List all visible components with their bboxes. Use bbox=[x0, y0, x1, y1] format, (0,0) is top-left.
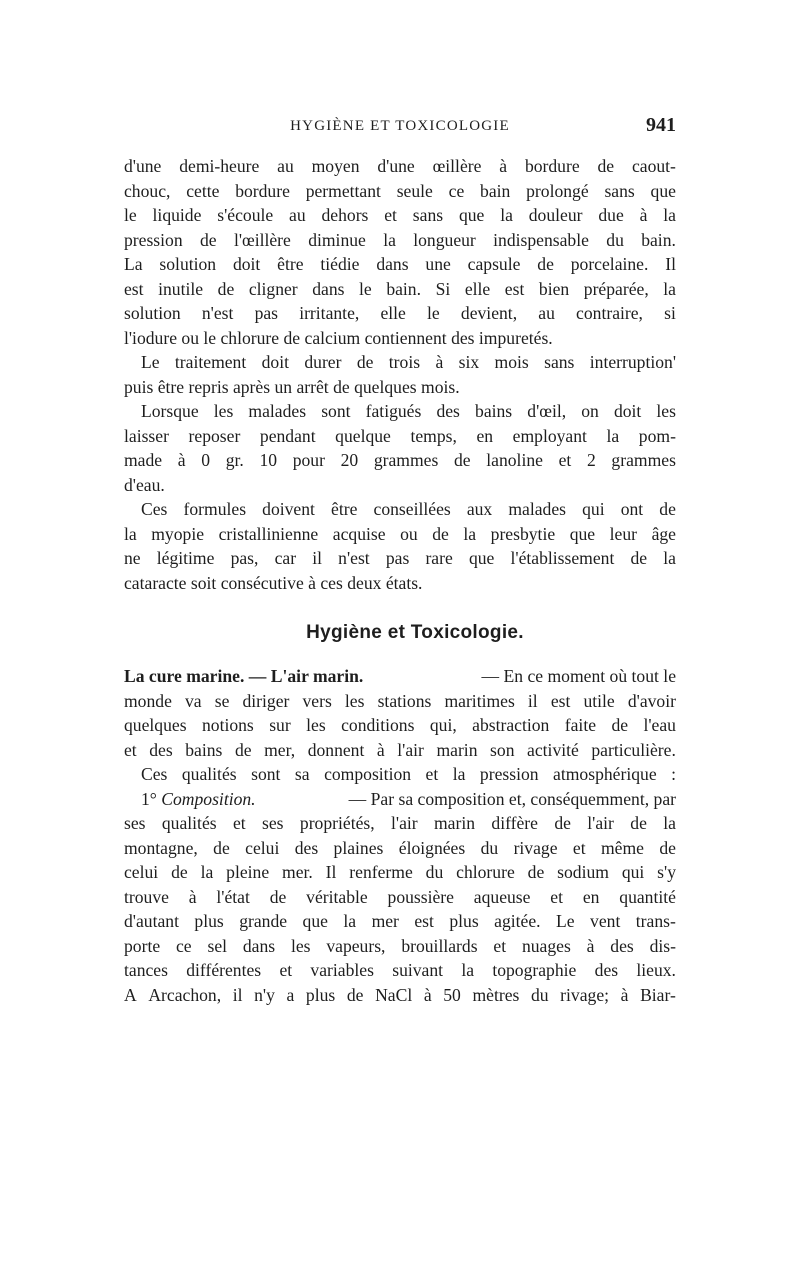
text-line: Ces formules doivent être conseillées aux malades qui ont de bbox=[141, 499, 676, 519]
text-line: le liquide s'écoule au dehors et sans que la douleur due à la bbox=[124, 205, 676, 225]
paragraph-sea-cure bbox=[124, 664, 676, 762]
text-line: laisser reposer pendant quelque temps, en employant la pom- bbox=[124, 425, 676, 446]
paragraph-rest bbox=[124, 399, 676, 497]
paragraph-qualities bbox=[124, 762, 676, 787]
page-header bbox=[124, 114, 676, 144]
text-line: et des bains de mer, donnent à l'air marin son activité particulière. bbox=[124, 739, 676, 760]
text-line: puis être repris après un arrêt de quelques mois. bbox=[124, 376, 460, 397]
text-line: Lorsque les malades sont fatigués des bains d'œil, on doit les bbox=[141, 401, 676, 421]
page-number: 941 bbox=[646, 114, 676, 136]
text-line: tances différentes et variables suivant la topographie des lieux. bbox=[124, 960, 676, 980]
text-line: Le traitement doit durer de trois à six mois sans interruption' bbox=[141, 352, 676, 372]
lead-title: La cure marine. — L'air marin. bbox=[124, 666, 364, 686]
paragraph-eye-bath bbox=[124, 154, 676, 350]
text-line: d'autant plus grande que la mer est plus agitée. Le vent trans- bbox=[124, 911, 676, 931]
text-line: ses qualités et ses propriétés, l'air marin diffère de l'air de la bbox=[124, 813, 676, 833]
text-line: celui de la pleine mer. Il renferme du chlorure de sodium qui s'y bbox=[124, 862, 676, 882]
text-line: pression de l'œillère diminue la longueur indispensable du bain. bbox=[124, 229, 676, 250]
section-heading: Hygiène et Toxicologie. bbox=[306, 622, 524, 643]
text-line: est inutile de cligner dans le bain. Si elle est bien préparée, la bbox=[124, 278, 676, 299]
text-line: cataracte soit consécutive à ces deux états. bbox=[124, 572, 423, 593]
paragraph-treatment-duration bbox=[124, 350, 676, 399]
text-line: La solution doit être tiédie dans une capsule de porcelaine. Il bbox=[124, 254, 676, 274]
text-line: Ces qualités sont sa composition et la pression atmosphérique : bbox=[141, 764, 676, 784]
text-line bbox=[124, 664, 676, 689]
text-line: l'iodure ou le chlorure de calcium contiennent des impuretés. bbox=[124, 327, 553, 348]
text-line: d'une demi-heure au moyen d'une œillère à bordure de caout- bbox=[124, 156, 676, 176]
text-line bbox=[124, 787, 676, 812]
text-line: montagne, de celui des plaines éloignées du rivage et même de bbox=[124, 837, 676, 858]
text-line: porte ce sel dans les vapeurs, brouillards et nuages à des dis- bbox=[124, 935, 676, 956]
paragraph-composition bbox=[124, 787, 676, 1008]
text-line: monde va se diriger vers les stations maritimes il est utile d'avoir bbox=[124, 690, 676, 711]
item-number: 1° Composition. bbox=[141, 788, 256, 809]
lead-rest: — En ce moment où tout le bbox=[481, 666, 676, 686]
text-line: ne légitime pas, car il n'est pas rare que l'établissement de la bbox=[124, 548, 676, 568]
text-line: solution n'est pas irritante, elle le devient, au contraire, si bbox=[124, 303, 676, 323]
text-line: quelques notions sur les conditions qui, abstraction faite de l'eau bbox=[124, 715, 676, 735]
item-label: Composition. bbox=[161, 788, 256, 809]
text-line: d'eau. bbox=[124, 474, 165, 495]
body-text bbox=[124, 154, 676, 1007]
text-line: made à 0 gr. 10 pour 20 grammes de lanoline et 2 grammes bbox=[124, 450, 676, 470]
paragraph-formulas bbox=[124, 497, 676, 595]
item-rest: — Par sa composition et, conséquemment, par bbox=[348, 788, 676, 809]
running-title: HYGIÈNE ET TOXICOLOGIE bbox=[290, 118, 510, 134]
text-line: A Arcachon, il n'y a plus de NaCl à 50 mètres du rivage; à Biar- bbox=[124, 984, 676, 1005]
text-line: trouve à l'état de véritable poussière aqueuse et en quantité bbox=[124, 886, 676, 907]
text-line: chouc, cette bordure permettant seule ce bain prolongé sans que bbox=[124, 180, 676, 201]
text-line: la myopie cristallinienne acquise ou de la presbytie que leur âge bbox=[124, 523, 676, 544]
